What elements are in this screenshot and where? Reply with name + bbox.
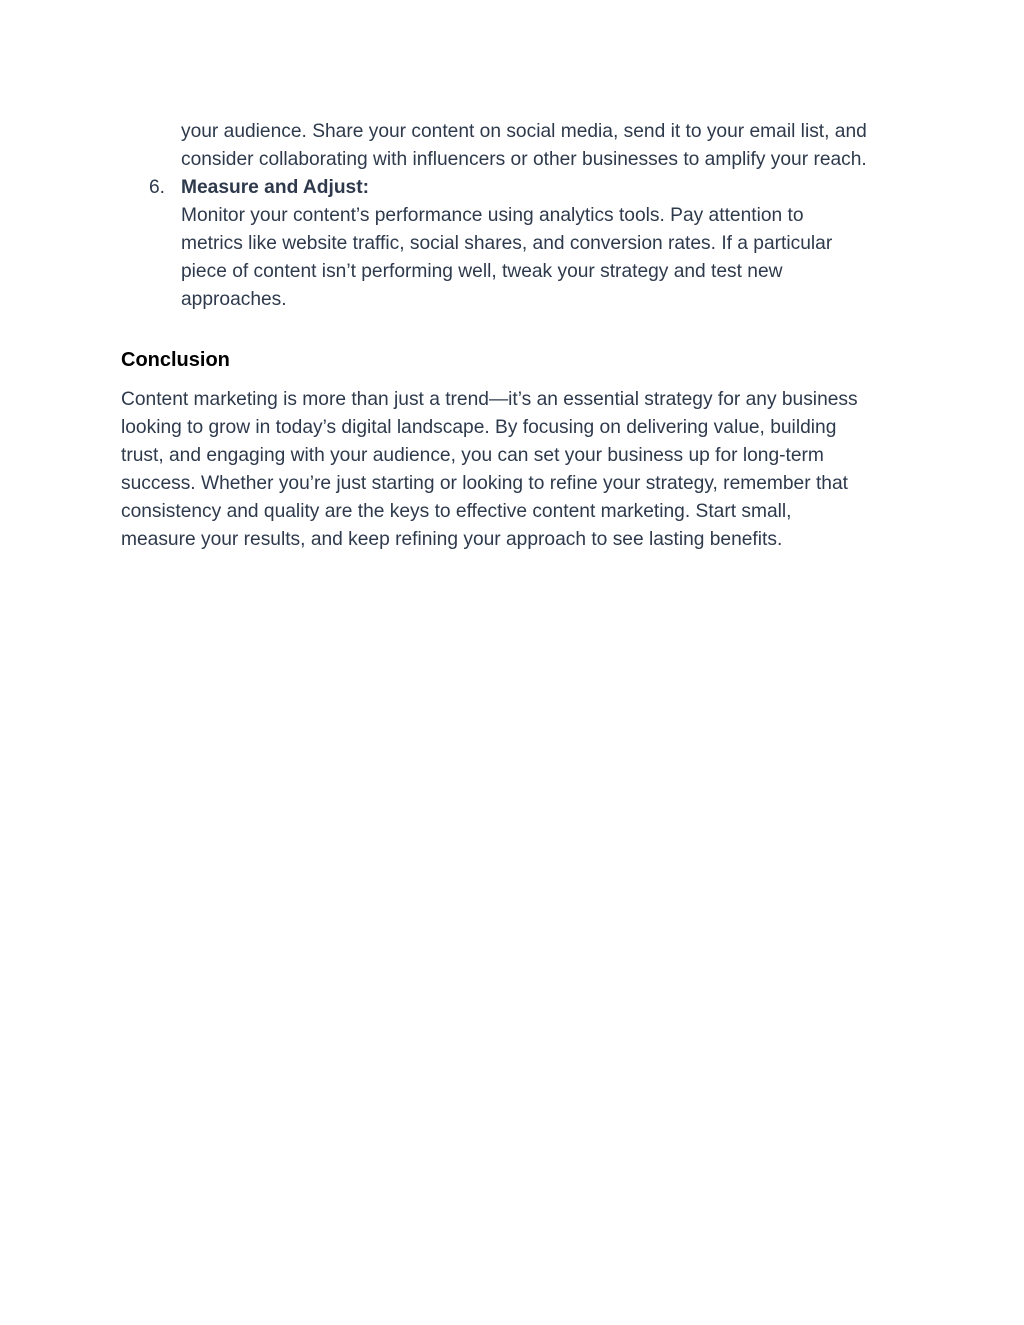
list-item-line: approaches. [181,289,287,310]
list-item-body [181,202,921,314]
conclusion-paragraph [121,386,911,554]
list-continued-line: consider collaborating with influencers or other businesses to amplify your reach. [181,149,867,170]
list-item-title: Measure and Adjust: [181,177,369,198]
list-item-number: 6. [149,177,166,198]
paragraph-line: looking to grow in today’s digital landscape. By focusing on delivering value, building [121,417,837,438]
numbered-list [121,118,921,314]
paragraph-line: success. Whether you’re just starting or looking to refine your strategy, remember that [121,473,848,494]
paragraph-line: consistency and quality are the keys to effective content marketing. Start small, [121,501,792,522]
paragraph-line: trust, and engaging with your audience, you can set your business up for long-term [121,445,824,466]
list-continued-line: your audience. Share your content on social media, send it to your email list, and [181,121,867,142]
list-item-line: piece of content isn’t performing well, tweak your strategy and test new [181,261,783,282]
list-item-measure-and-adjust [121,174,921,314]
paragraph-line: Content marketing is more than just a trend—it’s an essential strategy for any business [121,389,858,410]
paragraph-line: measure your results, and keep refining your approach to see lasting benefits. [121,529,783,550]
conclusion-heading: Conclusion [121,349,230,371]
list-item-line: metrics like website traffic, social shares, and conversion rates. If a particular [181,233,833,254]
list-item-line: Monitor your content’s performance using analytics tools. Pay attention to [181,205,804,226]
